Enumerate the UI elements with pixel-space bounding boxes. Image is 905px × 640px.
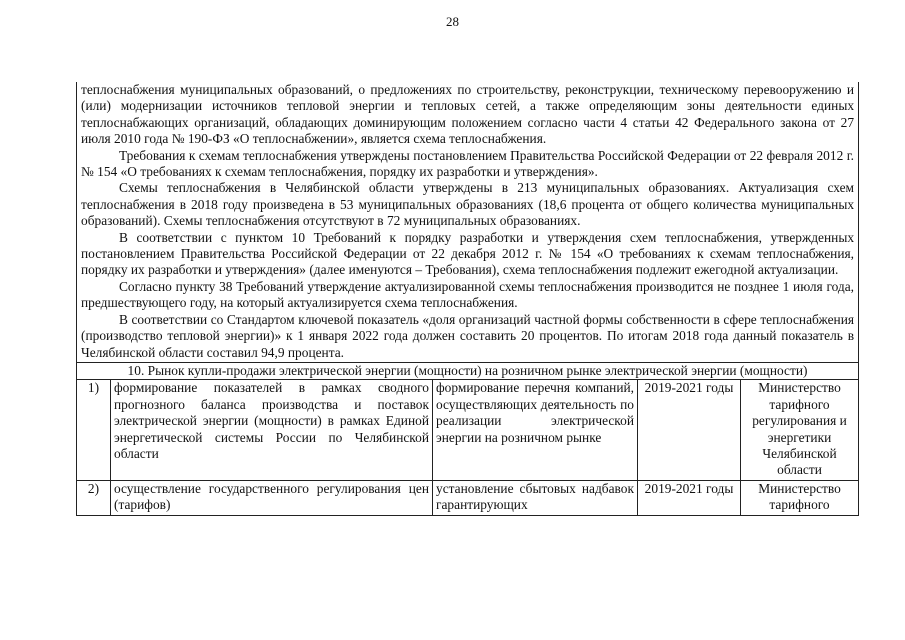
row-result: формирование перечня компаний, осуществляющих деятельность по реализации электрической энергии на розничном рынке xyxy=(433,380,638,480)
page-number: 28 xyxy=(446,14,459,29)
row-executor xyxy=(741,480,859,515)
section-title: 10. Рынок купли-продажи электрической энергии (мощности) на розничном рынке электрической энергии (мощности) xyxy=(77,362,859,379)
row-period xyxy=(638,480,741,515)
intro-paragraph: теплоснабжения муниципальных образований, о предложениях по строительству, реконструкции, техническому перевооружению и (или) модернизации источников тепловой энергии и тепловых сетей, а также определяющим зоны деятельности единых теплоснабжающих организаций, обладающих доминирующим положением согласно части 4 статьи 42 Федерального закона от 27 июля 2010 года № 190-ФЗ «О теплоснабжении», является схема теплоснабжения. xyxy=(81,82,855,147)
intro-paragraph: В соответствии со Стандартом ключевой показатель «доля организаций частной формы собственности в сфере теплоснабжения (производство тепловой энергии)» к 1 января 2022 года должен составить 20 процентов. По итогам 2018 года данный показатель в Челябинской области составил 94,9 процента. xyxy=(81,311,855,360)
row-period-text: 2019-2021 годы xyxy=(644,480,734,496)
row-executor-text: Министерство тарифного xyxy=(758,480,841,513)
row-measure xyxy=(111,480,433,515)
row-result-text: установление сбытовых надбавок гарантирующих xyxy=(436,480,634,513)
section-row xyxy=(77,362,859,379)
intro-paragraph: Согласно пункту 38 Требований утверждение актуализированной схемы теплоснабжения производится не позднее 1 июля года, предшествующего году, на который актуализируется схема теплоснабжения. xyxy=(81,278,855,311)
table-row xyxy=(77,380,859,480)
intro-paragraph: Требования к схемам теплоснабжения утверждены постановлением Правительства Российской Федерации от 22 февраля 2012 г. № 154 «О требованиях к схемам теплоснабжения, порядку их разработки и утверждения». xyxy=(81,147,855,180)
row-period: 2019-2021 годы xyxy=(638,380,741,480)
row-number: 2) xyxy=(77,480,111,515)
row-result xyxy=(433,480,638,515)
intro-text xyxy=(77,82,859,362)
row-number: 1) xyxy=(77,380,111,480)
intro-row xyxy=(77,82,859,362)
row-measure: формирование показателей в рамках сводного прогнозного баланса производства и поставок электрической энергии (мощности) в рамках Единой энергетической системы России по Челябинской области xyxy=(111,380,433,480)
row-executor: Министерство тарифного регулирования и энергетики Челябинской области xyxy=(741,380,859,480)
intro-paragraph: В соответствии с пунктом 10 Требований к порядку разработки и утверждения схем теплоснабжения, утвержденных постановлением Правительства Российской Федерации от 22 декабря 2012 г. № 154 «О требованиях к схемам теплоснабжения, порядку их разработки и утверждения» (далее именуются – Требования), схема теплоснабжения подлежит ежегодной актуализации. xyxy=(81,229,855,278)
intro-paragraph: Схемы теплоснабжения в Челябинской области утверждены в 213 муниципальных образованиях. Актуализация схем теплоснабжения в 2018 году произведена в 53 муниципальных образованиях (18,6 процента от общего количества муниципальных образований). Схемы теплоснабжения отсутствуют в 72 муниципальных образованиях. xyxy=(81,180,855,229)
row-measure-text: осуществление государственного регулирования цен (тарифов) xyxy=(114,480,429,513)
measures-table xyxy=(76,82,859,516)
table-row xyxy=(77,480,859,515)
